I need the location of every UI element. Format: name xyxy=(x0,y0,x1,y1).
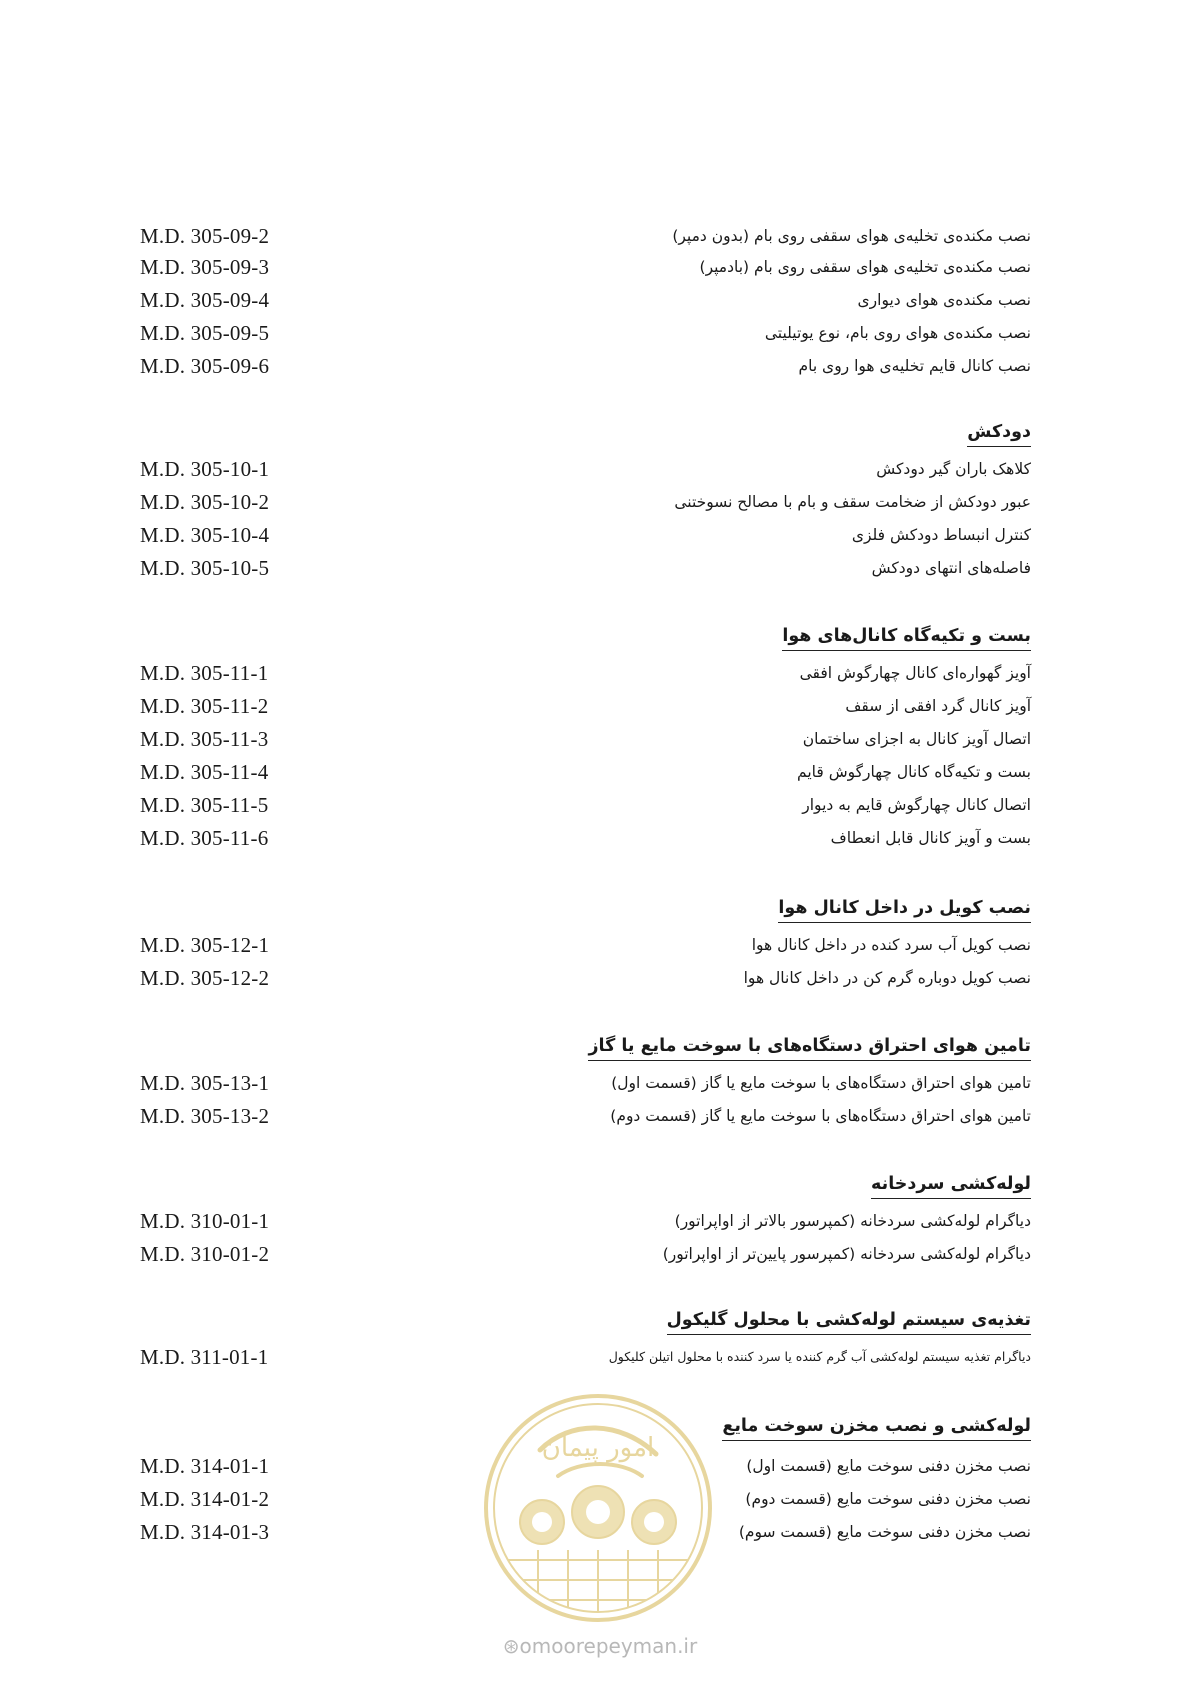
item-code: M.D. 305-11-2 xyxy=(140,694,269,718)
item-code: M.D. 305-10-1 xyxy=(140,457,270,481)
watermark-url xyxy=(492,1634,708,1658)
item-code: M.D. 305-10-2 xyxy=(140,490,270,514)
watermark-url-text: omoorepeyman.ir xyxy=(519,1634,698,1658)
item-title: بست و تکیه‌گاه کانال چهارگوش قایم xyxy=(797,763,1031,781)
list-item xyxy=(0,551,1191,585)
item-code: M.D. 314-01-2 xyxy=(140,1487,270,1511)
item-code: M.D. 305-11-1 xyxy=(140,661,269,685)
list-item xyxy=(0,283,1191,317)
item-title: تامین هوای احتراق دستگاه‌های با سوخت مایع یا گاز (قسمت دوم) xyxy=(610,1107,1031,1125)
item-title: دیاگرام لوله‌کشی سردخانه (کمپرسور بالاتر از اواپراتور) xyxy=(674,1212,1031,1230)
list-item xyxy=(0,316,1191,350)
item-code: M.D. 305-11-6 xyxy=(140,826,269,850)
item-title: بست و آویز کانال قابل انعطاف xyxy=(830,829,1031,847)
item-title: نصب کویل دوباره گرم کن در داخل کانال هوا xyxy=(743,969,1031,987)
section-heading: نصب کویل در داخل کانال هوا xyxy=(778,894,1031,923)
list-item xyxy=(0,1237,1191,1271)
item-code: M.D. 310-01-1 xyxy=(140,1209,270,1233)
section-heading: بست و تکیه‌گاه کانال‌های هوا xyxy=(782,622,1031,651)
item-title: نصب مخزن دفنی سوخت مایع (قسمت اول) xyxy=(746,1457,1031,1475)
item-code: M.D. 305-11-3 xyxy=(140,727,269,751)
list-item xyxy=(0,1340,1191,1374)
item-title: نصب مکنده‌ی تخلیه‌ی هوای سقفی روی بام (بدون دمپر) xyxy=(672,227,1031,245)
item-code: M.D. 305-10-4 xyxy=(140,523,270,547)
item-code: M.D. 305-09-6 xyxy=(140,354,270,378)
section-heading: لوله‌کشی سردخانه xyxy=(871,1170,1031,1199)
list-item xyxy=(0,219,1191,253)
item-title: آویز گهواره‌ای کانال چهارگوش افقی xyxy=(799,664,1031,682)
item-title: نصب کویل آب سرد کنده در داخل کانال هوا xyxy=(751,936,1031,954)
item-code: M.D. 305-09-3 xyxy=(140,255,270,279)
list-item xyxy=(0,1204,1191,1238)
list-item xyxy=(0,755,1191,789)
item-code: M.D. 305-10-5 xyxy=(140,556,270,580)
item-code: M.D. 311-01-1 xyxy=(140,1345,269,1369)
item-code: M.D. 305-11-4 xyxy=(140,760,269,784)
list-item xyxy=(0,518,1191,552)
item-title: آویز کانال گرد افقی از سقف xyxy=(845,697,1031,715)
item-title: تامین هوای احتراق دستگاه‌های با سوخت مایع یا گاز (قسمت اول) xyxy=(611,1074,1031,1092)
list-item xyxy=(0,485,1191,519)
item-title: فاصله‌های انتهای دودکش xyxy=(871,559,1031,577)
item-title: اتصال آویز کانال به اجزای ساختمان xyxy=(802,730,1031,748)
watermark-seal-icon xyxy=(480,1390,716,1626)
list-item xyxy=(0,250,1191,284)
item-title: عبور دودکش از ضخامت سقف و بام با مصالح نسوختنی xyxy=(674,493,1031,511)
item-title: دیاگرام تغذیه سیستم لوله‌کشی آب گرم کننده یا سرد کننده با محلول اتیلن کلیکول xyxy=(608,1349,1031,1364)
list-item xyxy=(0,722,1191,756)
item-title: نصب مکنده‌ی تخلیه‌ی هوای سقفی روی بام (بادمپر) xyxy=(699,258,1031,276)
item-title: نصب مخزن دفنی سوخت مایع (قسمت سوم) xyxy=(738,1523,1031,1541)
globe-icon: ⊛ xyxy=(502,1634,520,1658)
item-code: M.D. 305-09-5 xyxy=(140,321,270,345)
item-code: M.D. 314-01-3 xyxy=(140,1520,270,1544)
item-code: M.D. 305-13-1 xyxy=(140,1071,270,1095)
item-code: M.D. 314-01-1 xyxy=(140,1454,270,1478)
list-item xyxy=(0,452,1191,486)
item-code: M.D. 305-12-1 xyxy=(140,933,270,957)
item-title: نصب مکنده‌ی هوای روی بام، نوع یوتیلیتی xyxy=(764,324,1031,342)
item-code: M.D. 310-01-2 xyxy=(140,1242,270,1266)
list-item xyxy=(0,349,1191,383)
section-heading: لوله‌کشی و نصب مخزن سوخت مایع xyxy=(722,1412,1031,1441)
item-title: دیاگرام لوله‌کشی سردخانه (کمپرسور پایین‌تر از اواپراتور) xyxy=(662,1245,1031,1263)
list-item xyxy=(0,788,1191,822)
item-code: M.D. 305-09-2 xyxy=(140,224,270,248)
list-item xyxy=(0,821,1191,855)
item-title: کنترل انبساط دودکش فلزی xyxy=(851,526,1031,544)
list-item xyxy=(0,928,1191,962)
list-item xyxy=(0,656,1191,690)
item-title: نصب مکنده‌ی هوای دیواری xyxy=(857,291,1031,309)
section-heading: تغذیه‌ی سیستم لوله‌کشی با محلول گلیکول xyxy=(667,1306,1031,1335)
list-item xyxy=(0,961,1191,995)
section-heading: دودکش xyxy=(967,418,1031,447)
list-item xyxy=(0,689,1191,723)
item-title: نصب کانال قایم تخلیه‌ی هوا روی بام xyxy=(798,357,1031,375)
list-item xyxy=(0,1099,1191,1133)
item-code: M.D. 305-11-5 xyxy=(140,793,269,817)
item-title: کلاهک باران گیر دودکش xyxy=(876,460,1031,478)
item-code: M.D. 305-09-4 xyxy=(140,288,270,312)
item-code: M.D. 305-12-2 xyxy=(140,966,270,990)
item-title: اتصال کانال چهارگوش قایم به دیوار xyxy=(802,796,1031,814)
item-code: M.D. 305-13-2 xyxy=(140,1104,270,1128)
section-heading: تامین هوای احتراق دستگاه‌های با سوخت مایع یا گاز xyxy=(588,1032,1031,1061)
item-title: نصب مخزن دفنی سوخت مایع (قسمت دوم) xyxy=(745,1490,1031,1508)
watermark-logo-text: امور پیمان xyxy=(541,1433,655,1463)
list-item xyxy=(0,1066,1191,1100)
